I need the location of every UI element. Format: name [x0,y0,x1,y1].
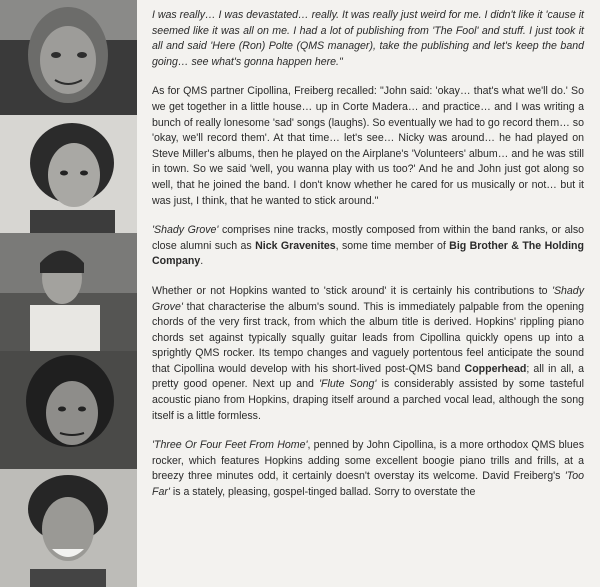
text-span: that characterise the album's sound. This is immediately palpable from the opening chords of the very first track, from which the album title is derived. Hopkins' rippling piano chords set against typically squally guitar leads from Cipollina quickly opens up into a sprightly QMS rocker. Its tempo changes and vaguely portentous feel anticipate the sound that Cipollina would develop with his short-lived post-QMS band [152,300,584,375]
paragraph-4 [152,284,584,424]
text-span: Whether or not Hopkins wanted to 'stick around' it is certainly his contributions to [152,284,552,297]
band-member-photo-4 [0,351,137,471]
band-member-photo-2 [0,115,137,235]
article-text [152,8,584,515]
quote-paragraph-1: I was really… I was devastated… really. It was really just weird for me. I didn't like it 'cause it seemed like it was all on me. I had a lot of publishing from 'The Fool' and stuff. I just took it all and said 'Here (Ron) Polte (QMS manager), take the publishing and let's keep the band going… see what's gonna happen here." [152,9,584,68]
paragraph-2: As for QMS partner Cipollina, Freiberg recalled: "John said: 'okay… that's what we'll do.' So we get together in a little house… up in Corte Madera… and practice… and I was writing a bunch of really lonesome 'sad' songs (laughs). So eventually we had to go record them… so 'okay, we'll record them'. At that time… let's see… Nicky was around… he had played on Steve Miller's albums, then he played on the Airplane's 'Volunteers' album… and he was still in town. So we said 'well, you wanna play with us too?' And he and John just got along so well, that he joined the band. I don't know whether he cared for us musically or not… but it was just, I think, that he wanted to stick around." [152,85,584,207]
album-title: 'Shady Grove' [152,284,584,313]
album-title: 'Shady Grove' [152,224,219,237]
text-span: . [200,255,204,268]
text-span: comprises nine tracks, mostly composed from within the band ranks, or also close alumni such as [152,224,585,252]
band-name: Copperhead [464,362,527,375]
photo-strip [0,0,137,587]
band-name: Big Brother & The Holding Company [152,239,584,268]
text-span: , penned by John Cipollina, is a more orthodox QMS blues rocker, which features Hopkins adding some excellent boogie piano trills and frills, at a breezy three minutes odd, it certainly doesn't overstay its welcome. David Freiberg's [152,439,584,483]
artist-name: Nick Gravenites [255,239,336,252]
song-title: 'Three Or Four Feet From Home' [152,439,308,452]
band-member-photo-5 [0,469,137,587]
text-span: is a stately, pleasing, gospel-tinged ballad. Sorry to overstate the [169,486,476,499]
text-span: ; all in all, a pretty good opener. Next up and [152,362,585,391]
paragraph-5 [152,438,584,500]
song-title: 'Flute Song' [319,378,377,391]
text-span: is considerably assisted by some tasteful acoustic piano from Hopkins, draping itself around a parched vocal lead, although the song itself is a little formless. [152,378,584,422]
song-title: 'Too Far' [152,470,584,499]
text-span: , some time member of [335,239,450,252]
band-member-photo-1 [0,0,137,117]
band-member-photo-3 [0,233,137,353]
paragraph-3 [152,223,584,270]
